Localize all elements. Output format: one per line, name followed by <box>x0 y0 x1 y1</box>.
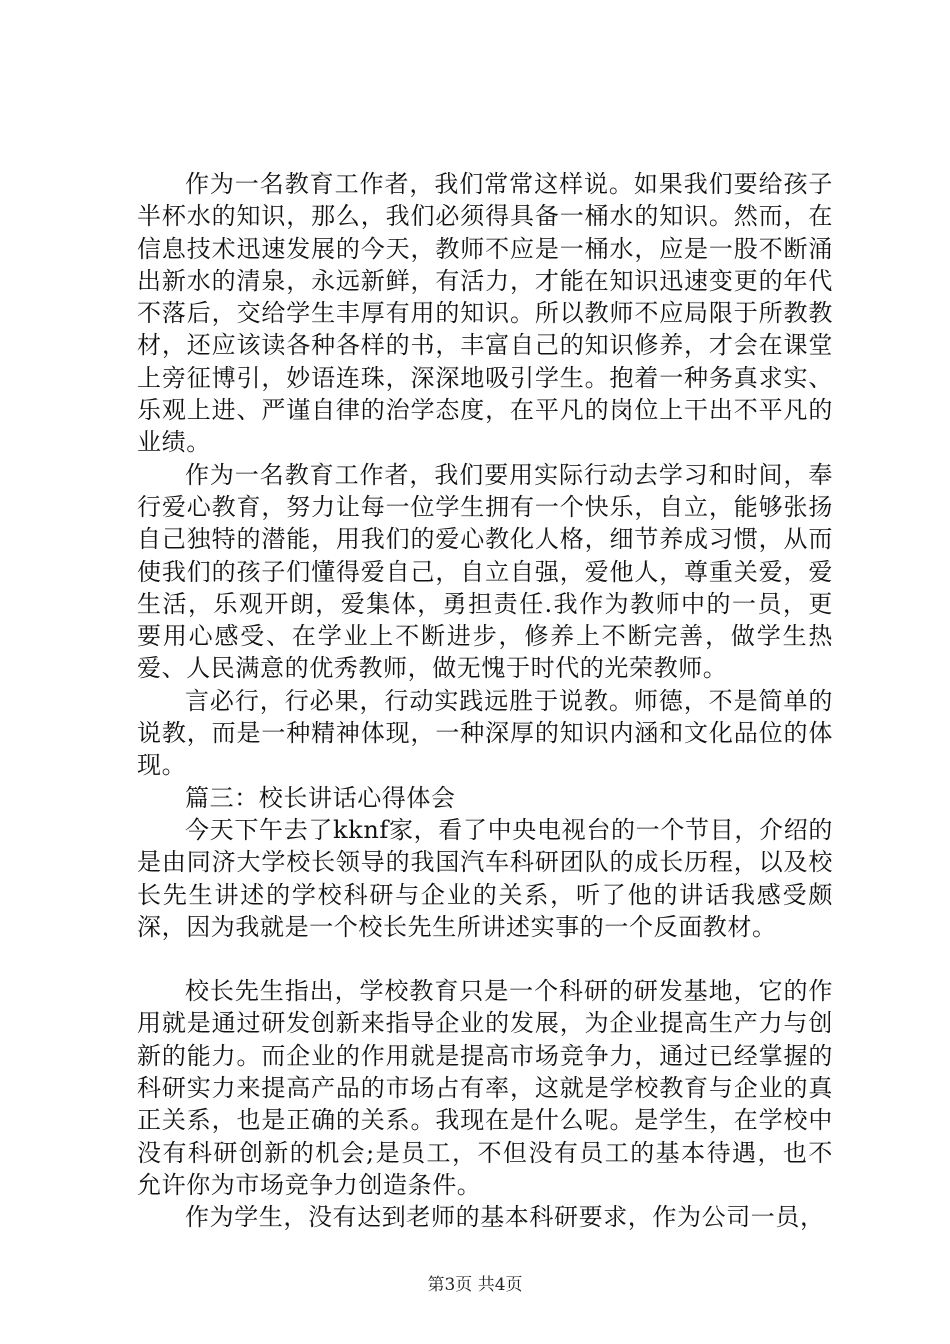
page-number-footer: 第3页 共4页 <box>427 1275 523 1295</box>
paragraph-teacher-knowledge: 作为一名教育工作者，我们常常这样说。如果我们要给孩子半杯水的知识，那么，我们必须得具备一桶水的知识。然而，在信息技术迅速发展的今天，教师不应是一桶水，应是一股不断涌出新水的清泉，永远新鲜，有活力，才能在知识迅速变更的年代不落后，交给学生丰厚有用的知识。所以教师不应局限于所教教材，还应该读各种各样的书，丰富自己的知识修养，才会在课堂上旁征博引，妙语连珠，深深地吸引学生。抱着一种务真求实、乐观上进、严谨自律的治学态度，在平凡的岗位上干出不平凡的业绩。 <box>137 170 833 457</box>
paragraph-as-student: 作为学生，没有达到老师的基本科研要求，作为公司一员， <box>185 1203 825 1232</box>
section-heading: 篇三：校长讲话心得体会 <box>185 783 456 812</box>
paragraph-love-education: 作为一名教育工作者，我们要用实际行动去学习和时间，奉行爱心教育，努力让每一位学生拥有一个快乐，自立，能够张扬自己独特的潜能，用我们的爱心教化人格，细节养成习惯，从而使我们的孩子们懂得爱自己，自立自强，爱他人，尊重关爱，爱生活，乐观开朗，爱集体，勇担责任.我作为教师中的一员，更要用心感受、在学业上不断进步，修养上不断完善，做学生热爱、人民满意的优秀教师，做无愧于时代的光荣教师。 <box>137 460 833 683</box>
paragraph-tv-program: 今天下午去了kknf家，看了中央电视台的一个节目，介绍的是由同济大学校长领导的我国汽车科研团队的成长历程，以及校长先生讲述的学校科研与企业的关系，听了他的讲话我感受颇深，因为我就是一个校长先生所讲述实事的一个反面教材。 <box>137 815 833 941</box>
document-body <box>137 168 833 1234</box>
paragraph-school-enterprise: 校长先生指出，学校教育只是一个科研的研发基地，它的作用就是通过研发创新来指导企业的发展，为企业提高生产力与创新的能力。而企业的作用就是提高市场竞争力，通过已经掌握的科研实力来提高产品的市场占有率，这就是学校教育与企业的真正关系，也是正确的关系。我现在是什么呢。是学生，在学校中没有科研创新的机会;是员工，不但没有员工的基本待遇，也不允许你为市场竞争力创造条件。 <box>137 977 833 1199</box>
paragraph-actions-over-words: 言必行，行必果，行动实践远胜于说教。师德，不是简单的说教，而是一种精神体现，一种深厚的知识内涵和文化品位的体现。 <box>137 686 833 780</box>
